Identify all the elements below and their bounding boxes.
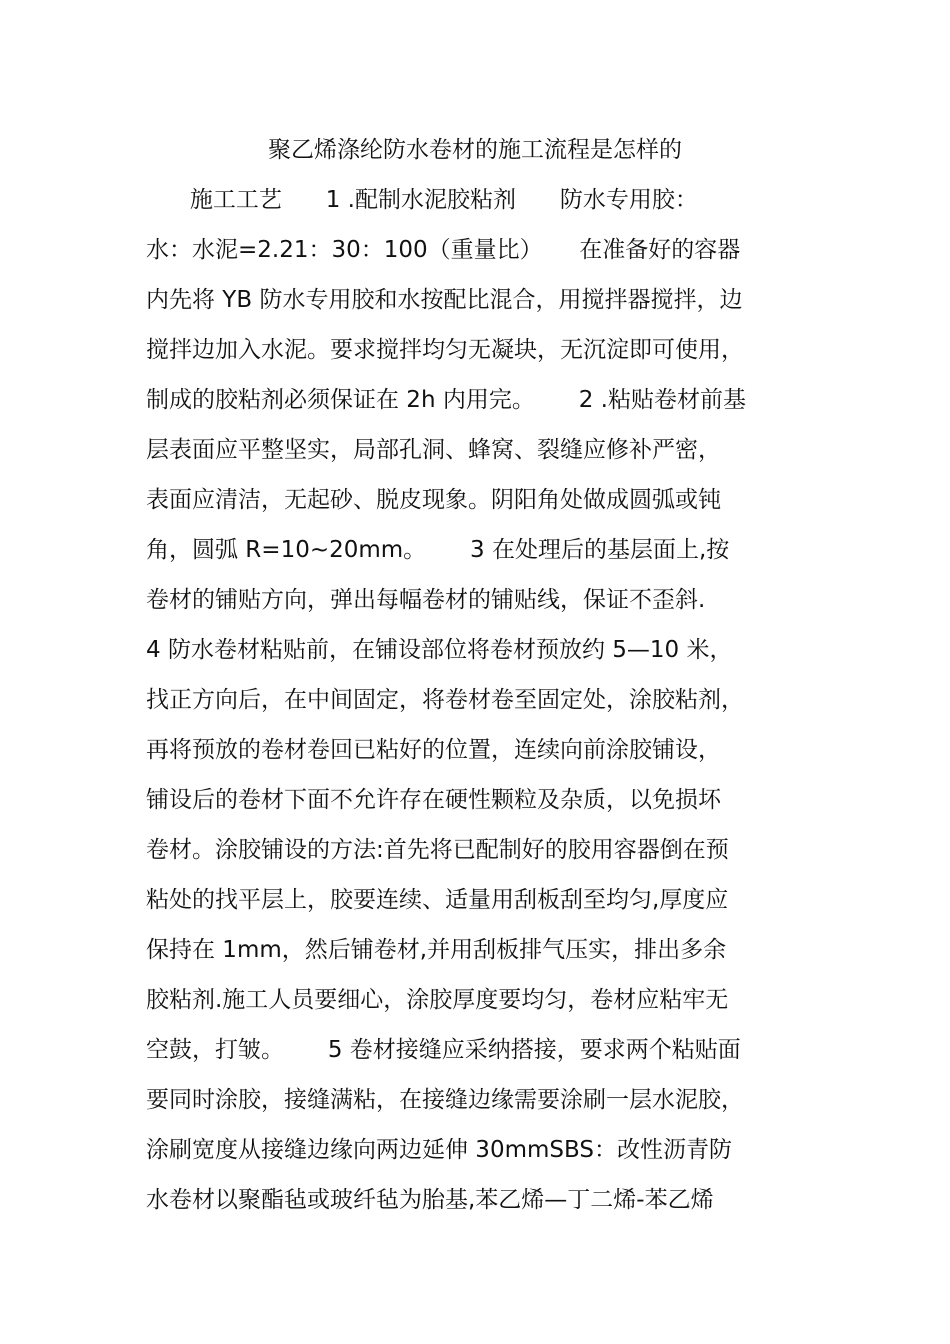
body-line: 内先将 YB 防水专用胶和水按配比混合，用搅拌器搅拌，边 (146, 287, 743, 313)
body-line: 水卷材以聚酯毡或玻纤毡为胎基,苯乙烯—丁二烯-苯乙烯 (146, 1187, 714, 1213)
body-line: 角，圆弧 R=10~20mm。 3 在处理后的基层面上,按 (146, 537, 730, 563)
body-line: 表面应清洁，无起砂、脱皮现象。阴阳角处做成圆弧或钝 (146, 487, 721, 513)
body-line: 胶粘剂.施工人员要细心，涂胶厚度要均匀，卷材应粘牢无 (146, 987, 729, 1013)
document-title: 聚乙烯涤纶防水卷材的施工流程是怎样的 (268, 137, 682, 163)
body-line: 找正方向后，在中间固定，将卷材卷至固定处，涂胶粘剂， (146, 687, 744, 713)
body-line: 施工工艺 1 .配制水泥胶粘剂 防水专用胶： (146, 187, 698, 213)
body-line: 涂刷宽度从接缝边缘向两边延伸 30mmSBS：改性沥青防 (146, 1137, 732, 1163)
body-line: 卷材。涂胶铺设的方法:首先将已配制好的胶用容器倒在预 (146, 837, 729, 863)
body-line: 铺设后的卷材下面不允许存在硬性颗粒及杂质，以免损坏 (146, 787, 721, 813)
body-line: 水：水泥=2.21：30：100（重量比） 在准备好的容器 (146, 237, 741, 263)
body-line: 保持在 1mm，然后铺卷材,并用刮板排气压实，排出多余 (146, 937, 727, 963)
body-line: 空鼓，打皱。 5 卷材接缝应采纳搭接，要求两个粘贴面 (146, 1037, 741, 1063)
body-line: 4 防水卷材粘贴前，在铺设部位将卷材预放约 5—10 米， (146, 637, 733, 663)
body-line: 卷材的铺贴方向，弹出每幅卷材的铺贴线，保证不歪斜. (146, 587, 706, 613)
body-line: 粘处的找平层上，胶要连续、适量用刮板刮至均匀,厚度应 (146, 887, 729, 913)
body-line: 再将预放的卷材卷回已粘好的位置，连续向前涂胶铺设， (146, 737, 721, 763)
body-line: 搅拌边加入水泥。要求搅拌均匀无凝块，无沉淀即可使用， (146, 337, 744, 363)
document-body (146, 183, 816, 1233)
body-line: 要同时涂胶，接缝满粘，在接缝边缘需要涂刷一层水泥胶， (146, 1087, 744, 1113)
body-line: 层表面应平整坚实，局部孔洞、蜂窝、裂缝应修补严密， (146, 437, 721, 463)
body-line: 制成的胶粘剂必须保证在 2h 内用完。 2 .粘贴卷材前基 (146, 387, 746, 413)
